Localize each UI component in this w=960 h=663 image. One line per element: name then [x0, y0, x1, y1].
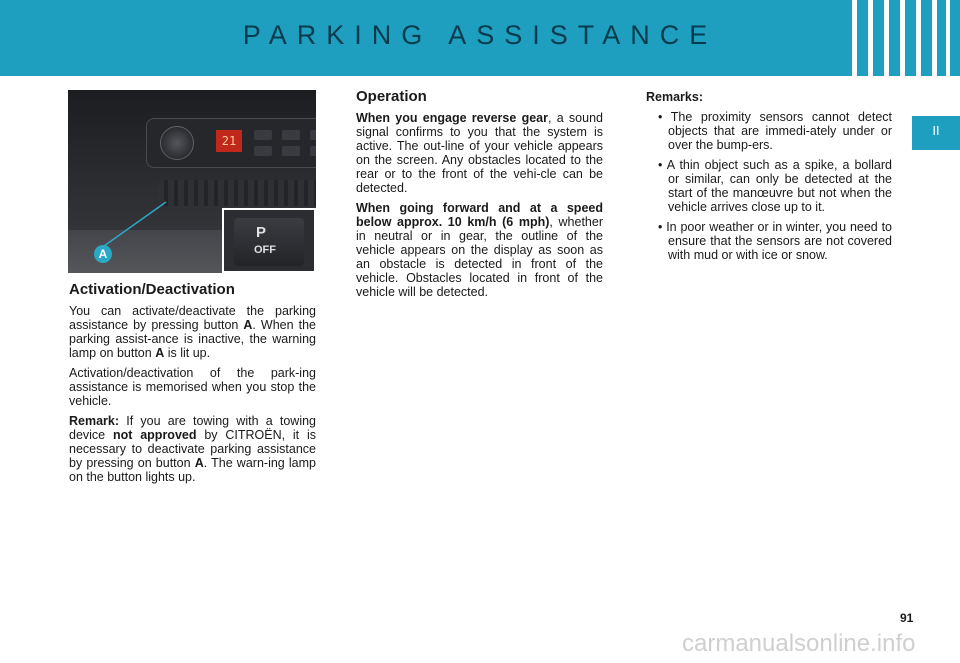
parking-sensor-icon: P	[256, 224, 267, 241]
operation-column	[356, 90, 603, 305]
header-stripe	[852, 0, 857, 76]
chapter-tab: II	[912, 116, 960, 150]
activation-heading: Activation/Deactivation	[69, 281, 235, 298]
header-stripe	[946, 0, 950, 76]
memory-paragraph: Activation/deactivation of the park-ing assistance is memorised when you stop the vehicle.	[69, 366, 316, 408]
activation-column	[69, 283, 316, 490]
header-stripe	[932, 0, 937, 76]
list-item: • The proximity sensors cannot detect objects that are immedi-ately under or over the bump-ers.	[658, 110, 892, 152]
text-run: , whether in neutral or in gear, the outline of the vehicle appears on the display as soon as an obstacle is detected in front of the vehicle. Obstacles located in front of the vehicle will be detected.	[356, 215, 603, 299]
header-stripe	[900, 0, 905, 76]
parking-assist-button	[234, 218, 304, 266]
remark-paragraph	[69, 414, 316, 484]
temperature-display: 21	[216, 130, 242, 152]
remarks-heading: Remarks:	[646, 90, 703, 104]
text-run: If you are towing with a towing device	[69, 414, 316, 442]
off-label: OFF	[254, 244, 276, 256]
remarks-list	[646, 110, 892, 262]
remark-label: Remark:	[69, 414, 120, 428]
text-run: A thin object such as a spike, a bollard or similar, can only be detected at the start of the manœuvre but not when the vehicle arrives close up to it.	[666, 158, 892, 214]
header-stripe	[916, 0, 921, 76]
button-ref: A	[155, 346, 165, 360]
page-header-band	[0, 0, 960, 76]
list-item: • In poor weather or in winter, you need to ensure that the sensors are not covered with mud or with ice or snow.	[658, 220, 892, 262]
reverse-paragraph	[356, 111, 603, 195]
text-run: , a sound signal confirms to you that the system is active. The out-line of your vehicle appears on the screen. Any obstacles located to the rear or to the front of the vehi-cle can be detected.	[356, 111, 603, 195]
text-run: . When the parking assist-ance is inactive, the warning lamp on button	[69, 318, 316, 360]
header-stripe	[884, 0, 889, 76]
remarks-column	[646, 90, 892, 268]
text-run: . The warn-ing lamp on the button lights up.	[69, 456, 316, 484]
text-run: You can activate/deactivate the parking assistance by pressing button	[69, 304, 316, 332]
text-run: is lit up.	[167, 346, 211, 360]
button-ref: A	[194, 456, 204, 470]
text-run: In poor weather or in winter, you need to ensure that the sensors are not covered with mud or with ice or snow.	[666, 220, 892, 262]
button-closeup-inset	[222, 208, 316, 273]
activation-paragraph	[69, 304, 316, 360]
text-run: by CITROËN, it is necessary to deactivate parking assistance by pressing on button	[69, 428, 316, 470]
marker-a: A	[94, 245, 112, 263]
emphasis: When you engage reverse gear	[356, 111, 548, 125]
forward-paragraph	[356, 201, 603, 299]
emphasis: not approved	[112, 428, 197, 442]
operation-heading: Operation	[356, 88, 427, 105]
dashboard-photo	[68, 90, 316, 273]
button-ref: A	[243, 318, 253, 332]
emphasis: When going forward and at a speed below approx. 10 km/h (6 mph)	[356, 201, 603, 229]
text-run: The proximity sensors cannot detect objects that are immedi-ately under or over the bump-ers.	[668, 110, 892, 152]
page-number: 91	[900, 611, 914, 625]
page-title: PARKING ASSISTANCE	[242, 20, 718, 50]
watermark: carmanualsonline.info	[682, 630, 916, 657]
header-stripe	[868, 0, 873, 76]
list-item: • A thin object such as a spike, a bollard or similar, can only be detected at the start of the manœuvre but not when the vehicle arrives close up to it.	[658, 158, 892, 214]
